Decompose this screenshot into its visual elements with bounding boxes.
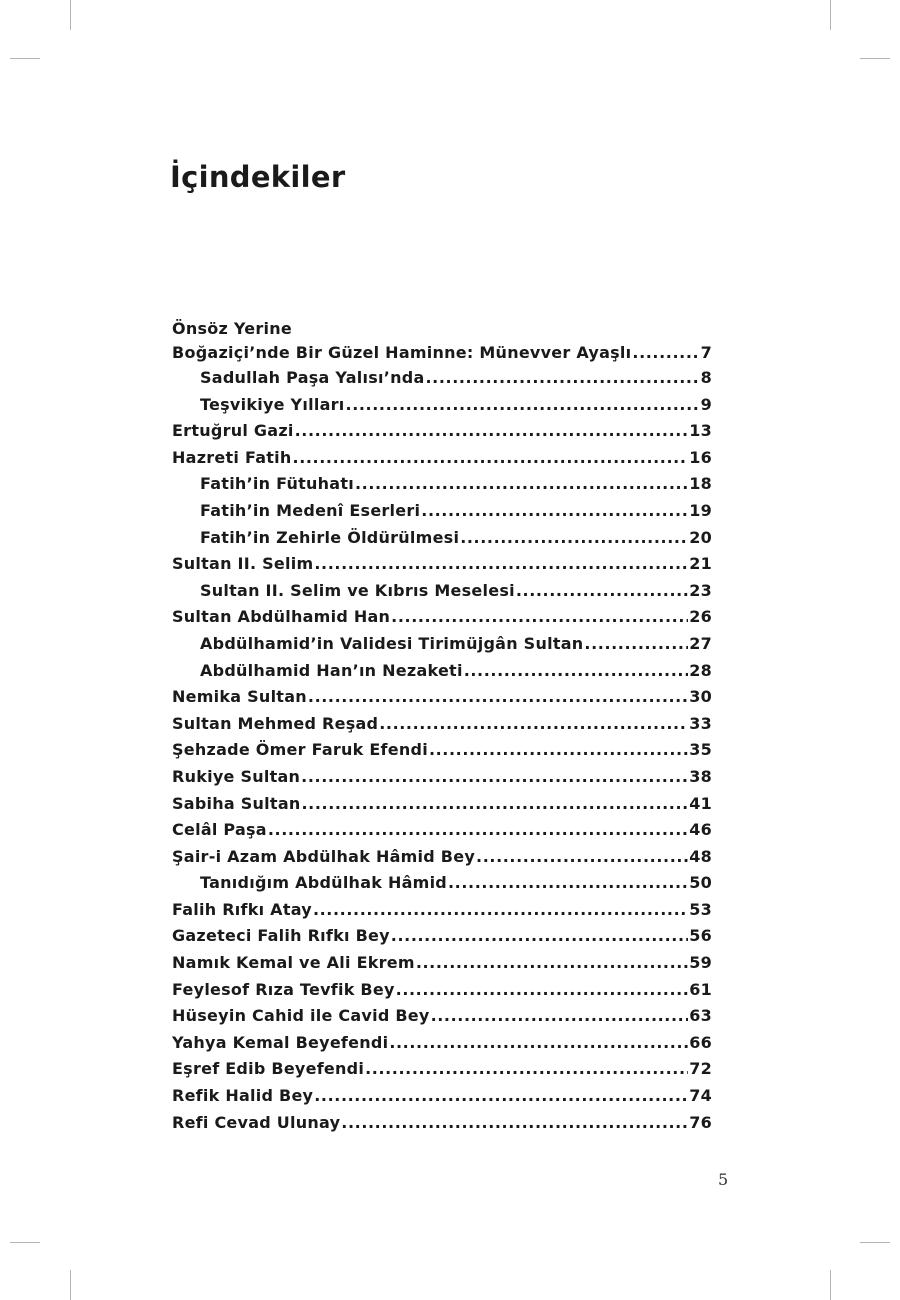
toc-entry[interactable]	[172, 817, 712, 844]
toc-entry-page: 61	[689, 979, 712, 999]
toc-entry-label: Ertuğrul Gazi	[172, 421, 294, 441]
toc-entry-page: 18	[689, 474, 712, 494]
toc-leader-dots	[425, 365, 699, 392]
toc-leader-dots	[346, 392, 700, 419]
toc-entry-label: Abdülhamid’in Validesi Tirimüjgân Sultan	[200, 633, 584, 653]
crop-mark-left-top	[10, 58, 40, 59]
toc-entry-label: Sultan Mehmed Reşad	[172, 713, 379, 733]
toc-section-heading: Önsöz Yerine	[172, 319, 292, 338]
toc-entry[interactable]	[172, 658, 712, 685]
toc-entry-page: 28	[689, 660, 712, 680]
toc-entry-page: 76	[689, 1112, 712, 1132]
toc-entry-page: 26	[689, 607, 712, 627]
toc-entry-label: Boğaziçi’nde Bir Güzel Haminne: Münevver Ayaşlı	[172, 343, 632, 362]
toc-entry-label: Namık Kemal ve Ali Ekrem	[172, 953, 415, 973]
toc-entry-label: Şair-i Azam Abdülhak Hâmid Bey	[172, 846, 476, 866]
toc-entry[interactable]	[172, 923, 712, 950]
toc-leader-dots	[268, 817, 688, 844]
toc-entry-page: 46	[689, 820, 712, 840]
toc-leader-dots	[355, 471, 688, 498]
toc-entry-label: Abdülhamid Han’ın Nezaketi	[200, 660, 463, 680]
toc-entry-page: 19	[689, 500, 712, 520]
toc-entry[interactable]	[172, 578, 712, 605]
toc-entry-label: Nemika Sultan	[172, 687, 307, 707]
crop-mark-bottom-right	[830, 1270, 831, 1300]
toc-entry[interactable]	[172, 525, 712, 552]
toc-entry[interactable]	[172, 604, 712, 631]
toc-leader-dots	[584, 631, 688, 658]
toc-entry-label: Sultan II. Selim ve Kıbrıs Meselesi	[200, 580, 515, 600]
crop-mark-right-bottom	[860, 1242, 890, 1243]
toc-leader-dots	[314, 1083, 688, 1110]
toc-leader-dots	[313, 897, 688, 924]
toc-entry-label: Sultan II. Selim	[172, 554, 314, 574]
toc-entry[interactable]	[172, 631, 712, 658]
toc-entry-page: 48	[689, 846, 712, 866]
toc-entry-page: 20	[689, 527, 712, 547]
crop-mark-bottom-left	[70, 1270, 71, 1300]
toc-leader-dots	[308, 684, 688, 711]
toc-entry[interactable]	[172, 1083, 712, 1110]
toc-entry-page: 72	[689, 1059, 712, 1079]
toc-entry[interactable]	[172, 551, 712, 578]
toc-entry[interactable]	[172, 1030, 712, 1057]
toc-entry-page: 7	[700, 343, 712, 362]
toc-entry[interactable]	[172, 977, 712, 1004]
toc-entry-page: 16	[689, 447, 712, 467]
toc-entry[interactable]	[172, 445, 712, 472]
toc-leader-dots	[391, 923, 688, 950]
toc-entry-label: Refik Halid Bey	[172, 1086, 314, 1106]
toc-entry-label: Hazreti Fatih	[172, 447, 292, 467]
toc-entry-page: 63	[689, 1006, 712, 1026]
toc-leader-dots	[379, 711, 688, 738]
toc-entry-label: Feylesof Rıza Tevfik Bey	[172, 979, 395, 999]
toc-entry-label: Hüseyin Cahid ile Cavid Bey	[172, 1006, 430, 1026]
toc-entry-page: 35	[689, 740, 712, 760]
toc-entry-page: 38	[689, 766, 712, 786]
toc-entry-label: Sultan Abdülhamid Han	[172, 607, 391, 627]
toc-entry-page: 33	[689, 713, 712, 733]
toc-entry-label: Teşvikiye Yılları	[200, 394, 345, 414]
toc-entry[interactable]	[172, 950, 712, 977]
table-of-contents	[172, 317, 712, 1136]
toc-leader-dots	[421, 498, 688, 525]
crop-mark-top-left	[70, 0, 71, 30]
toc-leader-dots	[448, 870, 688, 897]
toc-entry-label: Fatih’in Medenî Eserleri	[200, 500, 421, 520]
toc-entry-page: 8	[700, 368, 712, 387]
crop-mark-right-top	[860, 58, 890, 59]
toc-entry[interactable]	[172, 897, 712, 924]
toc-leader-dots	[516, 578, 688, 605]
toc-entry-label: Sabiha Sultan	[172, 793, 301, 813]
toc-entry-page: 59	[689, 953, 712, 973]
toc-entry-page: 50	[689, 873, 712, 893]
toc-entry-label: Sadullah Paşa Yalısı’nda	[200, 368, 425, 387]
toc-entry-label: Falih Rıfkı Atay	[172, 899, 312, 919]
toc-entry-page: 27	[689, 633, 712, 653]
toc-entry-label: Celâl Paşa	[172, 820, 267, 840]
toc-entry[interactable]	[172, 711, 712, 738]
crop-mark-left-bottom	[10, 1242, 40, 1243]
toc-entry-page: 13	[689, 421, 712, 441]
toc-entry[interactable]	[172, 418, 712, 445]
toc-entry[interactable]	[172, 1110, 712, 1137]
toc-entry-label: Tanıdığım Abdülhak Hâmid	[200, 873, 447, 893]
toc-entry-page: 9	[700, 394, 712, 414]
toc-entry[interactable]	[172, 791, 712, 818]
toc-entry-page: 30	[689, 687, 712, 707]
toc-entry-label: Eşref Edib Beyefendi	[172, 1059, 365, 1079]
toc-entry[interactable]	[172, 365, 712, 392]
toc-entry-page: 21	[689, 554, 712, 574]
crop-mark-top-right	[830, 0, 831, 30]
toc-entry-page: 66	[689, 1032, 712, 1052]
toc-leader-dots	[416, 950, 688, 977]
toc-entries	[172, 341, 712, 1136]
toc-entry[interactable]	[172, 498, 712, 525]
toc-leader-dots	[302, 791, 689, 818]
toc-leader-dots	[389, 1030, 688, 1057]
toc-leader-dots	[460, 525, 688, 552]
toc-leader-dots	[431, 1003, 689, 1030]
toc-entry[interactable]	[172, 684, 712, 711]
toc-entry-page: 74	[689, 1086, 712, 1106]
toc-entry[interactable]	[172, 737, 712, 764]
toc-leader-dots	[341, 1110, 688, 1137]
page-number: 5	[718, 1170, 729, 1189]
toc-entry-label: Fatih’in Fütuhatı	[200, 474, 354, 494]
toc-leader-dots	[365, 1056, 688, 1083]
toc-entry[interactable]	[172, 341, 712, 365]
toc-entry-page: 41	[689, 793, 712, 813]
toc-entry[interactable]	[172, 764, 712, 791]
toc-entry-page: 56	[689, 926, 712, 946]
toc-leader-dots	[391, 604, 688, 631]
toc-entry[interactable]	[172, 870, 712, 897]
toc-leader-dots	[429, 737, 688, 764]
toc-entry-label: Şehzade Ömer Faruk Efendi	[172, 740, 428, 760]
toc-leader-dots	[476, 844, 688, 871]
toc-leader-dots	[295, 418, 689, 445]
toc-entry-page: 23	[689, 580, 712, 600]
toc-entry-label: Gazeteci Falih Rıfkı Bey	[172, 926, 390, 946]
toc-entry[interactable]	[172, 1003, 712, 1030]
toc-leader-dots	[293, 445, 689, 472]
toc-entry[interactable]	[172, 471, 712, 498]
toc-entry[interactable]	[172, 392, 712, 419]
toc-leader-dots	[464, 658, 689, 685]
toc-leader-dots	[301, 764, 688, 791]
toc-leader-dots	[314, 551, 688, 578]
toc-entry-label: Yahya Kemal Beyefendi	[172, 1032, 389, 1052]
toc-entry-label: Fatih’in Zehirle Öldürülmesi	[200, 527, 460, 547]
toc-leader-dots	[396, 977, 689, 1004]
toc-leader-dots	[632, 341, 699, 365]
toc-entry-label: Refi Cevad Ulunay	[172, 1112, 341, 1132]
toc-entry-page: 53	[689, 899, 712, 919]
page-title: İçindekiler	[170, 160, 346, 194]
toc-entry[interactable]	[172, 844, 712, 871]
toc-entry[interactable]	[172, 1056, 712, 1083]
toc-entry-label: Rukiye Sultan	[172, 766, 301, 786]
